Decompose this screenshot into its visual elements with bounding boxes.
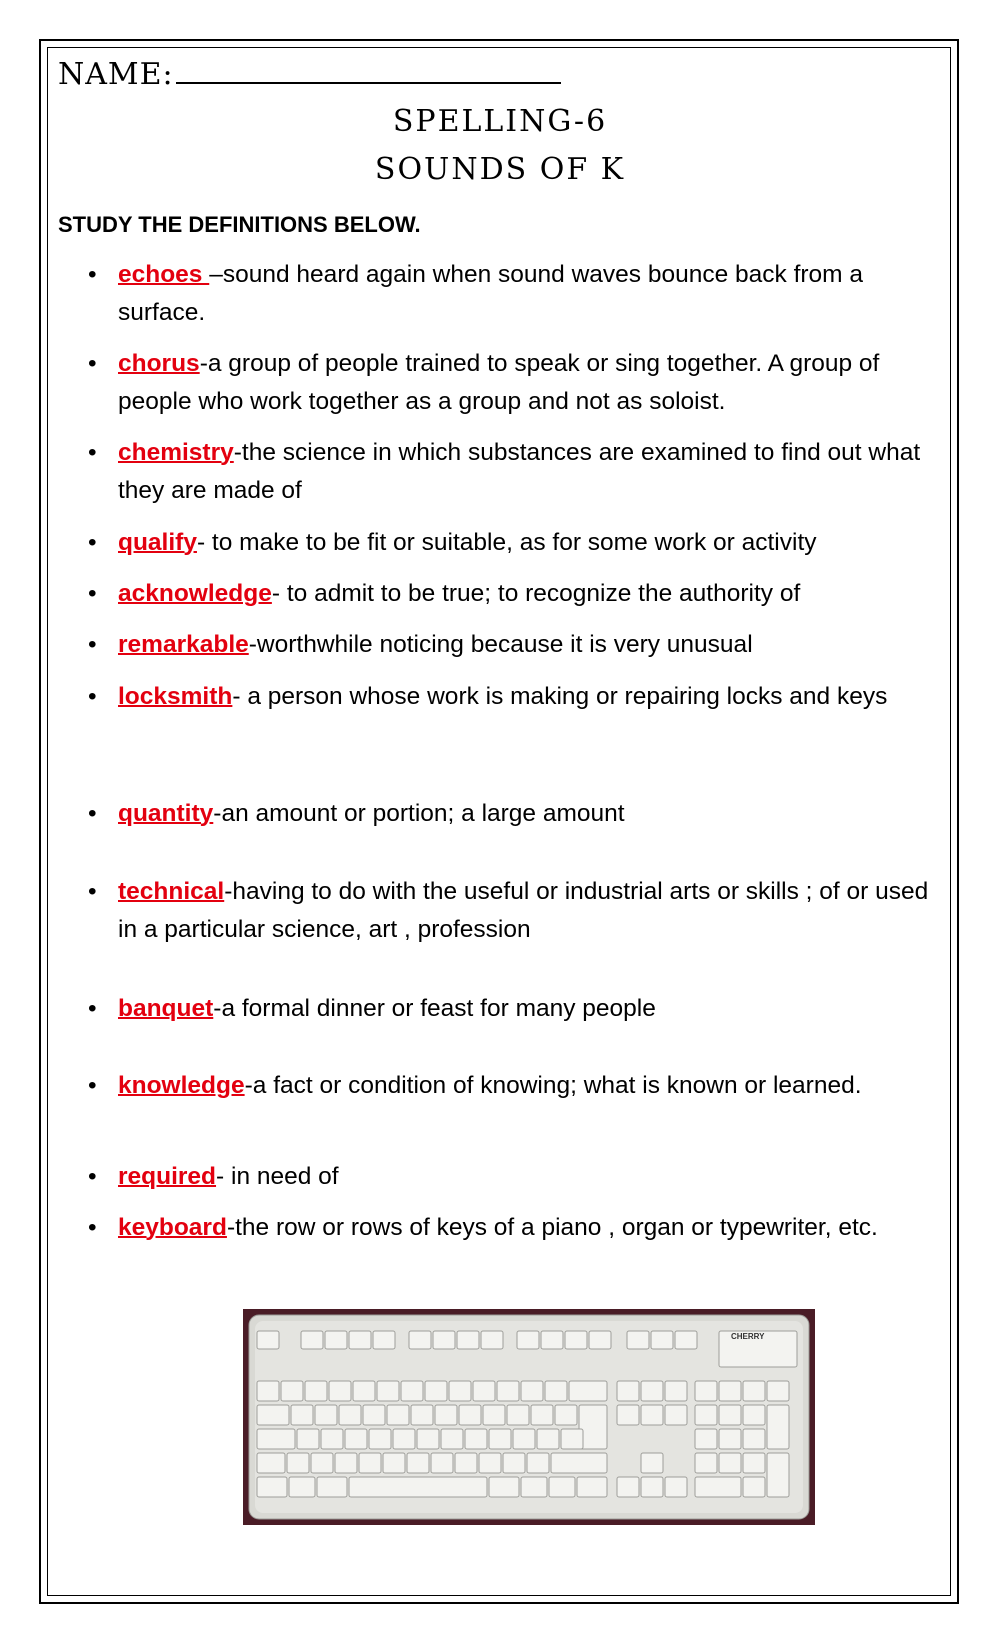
- keyboard-key: [281, 1381, 303, 1401]
- keyboard-key: [483, 1405, 505, 1425]
- keyboard-key: [743, 1453, 765, 1473]
- keyboard-key: [617, 1381, 639, 1401]
- keyboard-key: [459, 1405, 481, 1425]
- keyboard-key: [257, 1331, 279, 1349]
- keyboard-key: [675, 1331, 697, 1349]
- keyboard-key: [489, 1477, 519, 1497]
- bullet-icon: •: [88, 580, 97, 607]
- keyboard-key: [359, 1453, 381, 1473]
- keyboard-key: [517, 1331, 539, 1349]
- keyboard-key: [287, 1453, 309, 1473]
- keyboard-key: [665, 1477, 687, 1497]
- definition-term: acknowledge: [118, 580, 272, 607]
- definition-term: banquet: [118, 995, 214, 1022]
- keyboard-key: [257, 1429, 295, 1449]
- keyboard-key: [743, 1477, 765, 1497]
- keyboard-key: [373, 1331, 395, 1349]
- definition-text: - to admit to be true; to recognize the authority of: [271, 580, 801, 607]
- name-label: NAME:: [58, 57, 174, 92]
- keyboard-key: [325, 1331, 347, 1349]
- definition-text: - a person whose work is making or repairing locks and keys: [232, 683, 888, 710]
- definition-item: [88, 345, 938, 421]
- keyboard-key: [527, 1453, 549, 1473]
- keyboard-key: [565, 1331, 587, 1349]
- keyboard-key: [473, 1381, 495, 1401]
- keyboard-key: [569, 1381, 607, 1401]
- keyboard-key: [465, 1429, 487, 1449]
- keyboard-key: [349, 1477, 487, 1497]
- definition-item: [88, 1158, 938, 1196]
- keyboard-key: [481, 1331, 503, 1349]
- bullet-icon: •: [88, 1072, 97, 1099]
- keyboard-key: [291, 1405, 313, 1425]
- keyboard-key: [449, 1381, 471, 1401]
- keyboard-key: [393, 1429, 415, 1449]
- keyboard-key: [549, 1477, 575, 1497]
- keyboard-key: [665, 1381, 687, 1401]
- definition-text: -worthwhile noticing because it is very unusual: [248, 631, 753, 658]
- definition-item: [88, 678, 938, 716]
- keyboard-key: [435, 1405, 457, 1425]
- keyboard-key: [257, 1405, 289, 1425]
- keyboard-key: [411, 1405, 433, 1425]
- definition-term: remarkable: [118, 631, 249, 658]
- definition-text: -the row or rows of keys of a piano , organ or typewriter, etc.: [226, 1214, 878, 1241]
- name-field: [58, 56, 561, 92]
- keyboard-key: [289, 1477, 315, 1497]
- keyboard-key: [353, 1381, 375, 1401]
- keyboard-key: [257, 1381, 279, 1401]
- keyboard-key: [507, 1405, 529, 1425]
- bullet-icon: •: [88, 350, 97, 377]
- definition-text: -an amount or portion; a large amount: [213, 800, 625, 827]
- keyboard-key: [257, 1477, 287, 1497]
- definition-term: required: [118, 1163, 217, 1190]
- keyboard-key: [407, 1453, 429, 1473]
- keyboard-key: [719, 1381, 741, 1401]
- keyboard-key: [345, 1429, 367, 1449]
- keyboard-key: [521, 1477, 547, 1497]
- keyboard-key: [363, 1405, 385, 1425]
- definition-term: technical: [118, 878, 225, 905]
- keyboard-key: [545, 1381, 567, 1401]
- keyboard-key: [433, 1331, 455, 1349]
- keyboard-key: [315, 1405, 337, 1425]
- keyboard-key: [425, 1381, 447, 1401]
- bullet-icon: •: [88, 631, 97, 658]
- keyboard-key: [441, 1429, 463, 1449]
- keyboard-key: [541, 1331, 563, 1349]
- bullet-icon: •: [88, 439, 97, 466]
- worksheet-subtitle: SOUNDS OF K: [374, 152, 626, 187]
- keyboard-key: [349, 1331, 371, 1349]
- keyboard-key: [665, 1405, 687, 1425]
- keyboard-key: [617, 1405, 639, 1425]
- keyboard-key: [531, 1405, 553, 1425]
- definition-text: -the science in which substances are examined to find out what they are made of: [118, 439, 921, 504]
- definition-term: knowledge: [118, 1072, 245, 1099]
- bullet-icon: •: [88, 800, 97, 827]
- keyboard-key: [743, 1381, 765, 1401]
- keyboard-key: [329, 1381, 351, 1401]
- keyboard-key: [417, 1429, 439, 1449]
- definition-term: qualify: [118, 529, 197, 556]
- keyboard-key: [455, 1453, 477, 1473]
- name-blank[interactable]: [176, 56, 561, 84]
- keyboard-key: [409, 1331, 431, 1349]
- keyboard-key: [521, 1381, 543, 1401]
- keyboard-key: [641, 1381, 663, 1401]
- keyboard-key: [589, 1331, 611, 1349]
- definition-term: keyboard: [118, 1214, 227, 1241]
- definition-item: [88, 1067, 938, 1105]
- bullet-icon: •: [88, 878, 97, 905]
- definition-text: -a formal dinner or feast for many people: [213, 995, 656, 1022]
- keyboard-key: [457, 1331, 479, 1349]
- keyboard-key: [695, 1453, 717, 1473]
- keyboard-key: [743, 1429, 765, 1449]
- keyboard-key: [743, 1405, 765, 1425]
- bullet-icon: •: [88, 683, 97, 710]
- definition-item: [88, 575, 938, 613]
- worksheet-title: SPELLING-6: [392, 104, 608, 139]
- keyboard-key: [577, 1477, 607, 1497]
- keyboard-key: [335, 1453, 357, 1473]
- definition-item: [88, 256, 938, 332]
- keyboard-illustration: [243, 1309, 815, 1525]
- keyboard-key: [401, 1381, 423, 1401]
- keyboard-key: [641, 1453, 663, 1473]
- keyboard-key: [317, 1477, 347, 1497]
- keyboard-key: [627, 1331, 649, 1349]
- definition-text: - to make to be fit or suitable, as for some work or activity: [196, 529, 817, 556]
- keyboard-key: [369, 1429, 391, 1449]
- definition-term: echoes: [118, 261, 210, 288]
- keyboard-key: [431, 1453, 453, 1473]
- keyboard-key: [305, 1381, 327, 1401]
- keyboard-key: [719, 1453, 741, 1473]
- definition-term: quantity: [118, 800, 214, 827]
- definition-term: chemistry: [118, 439, 234, 466]
- keyboard-key: [257, 1453, 285, 1473]
- definition-text: –sound heard again when sound waves bounce back from a surface.: [118, 261, 864, 326]
- keyboard-key: [489, 1429, 511, 1449]
- definition-term: locksmith: [118, 683, 233, 710]
- keyboard-key: [641, 1477, 663, 1497]
- keyboard-key: [297, 1429, 319, 1449]
- keyboard-key: [339, 1405, 361, 1425]
- keyboard-key: [377, 1381, 399, 1401]
- keyboard-key: [695, 1477, 741, 1497]
- keyboard-key: [387, 1405, 409, 1425]
- definition-item: [88, 795, 938, 833]
- keyboard-key: [551, 1453, 607, 1473]
- keyboard-key: [767, 1405, 789, 1449]
- brand-label: CHERRY: [731, 1332, 765, 1341]
- keyboard-key: [641, 1405, 663, 1425]
- keyboard-key: [479, 1453, 501, 1473]
- definition-text: -having to do with the useful or industrial arts or skills ; of or used in a particular science, art , profession: [118, 878, 929, 943]
- instruction-heading: STUDY THE DEFINITIONS BELOW.: [58, 212, 421, 237]
- keyboard-photo: [243, 1309, 815, 1525]
- keyboard-key: [561, 1429, 583, 1449]
- bullet-icon: •: [88, 995, 97, 1022]
- keyboard-key: [311, 1453, 333, 1473]
- definition-text: -a group of people trained to speak or sing together. A group of people who work together as a group and not as soloist.: [118, 350, 880, 415]
- bullet-icon: •: [88, 1163, 97, 1190]
- definition-text: -a fact or condition of knowing; what is known or learned.: [244, 1072, 862, 1099]
- bullet-icon: •: [88, 1214, 97, 1241]
- definition-term: chorus: [118, 350, 200, 377]
- definition-text: - in need of: [216, 1163, 339, 1190]
- keyboard-key: [719, 1429, 741, 1449]
- keyboard-key: [695, 1405, 717, 1425]
- bullet-icon: •: [88, 529, 97, 556]
- keyboard-key: [695, 1381, 717, 1401]
- keyboard-key: [383, 1453, 405, 1473]
- keyboard-key: [767, 1381, 789, 1401]
- keyboard-key: [497, 1381, 519, 1401]
- bullet-icon: •: [88, 261, 97, 288]
- definition-item: [88, 524, 938, 562]
- keyboard-key: [503, 1453, 525, 1473]
- keyboard-key: [719, 1405, 741, 1425]
- keyboard-key: [513, 1429, 535, 1449]
- keyboard-key: [555, 1405, 577, 1425]
- keyboard-key: [321, 1429, 343, 1449]
- definition-item: [88, 626, 938, 664]
- keyboard-key: [301, 1331, 323, 1349]
- keyboard-key: [695, 1429, 717, 1449]
- keyboard-key: [537, 1429, 559, 1449]
- definition-item: [88, 990, 938, 1028]
- definition-item: [88, 873, 938, 949]
- definition-item: [88, 1209, 938, 1247]
- keyboard-key: [617, 1477, 639, 1497]
- keyboard-key: [651, 1331, 673, 1349]
- definition-item: [88, 434, 938, 510]
- keyboard-key: [767, 1453, 789, 1497]
